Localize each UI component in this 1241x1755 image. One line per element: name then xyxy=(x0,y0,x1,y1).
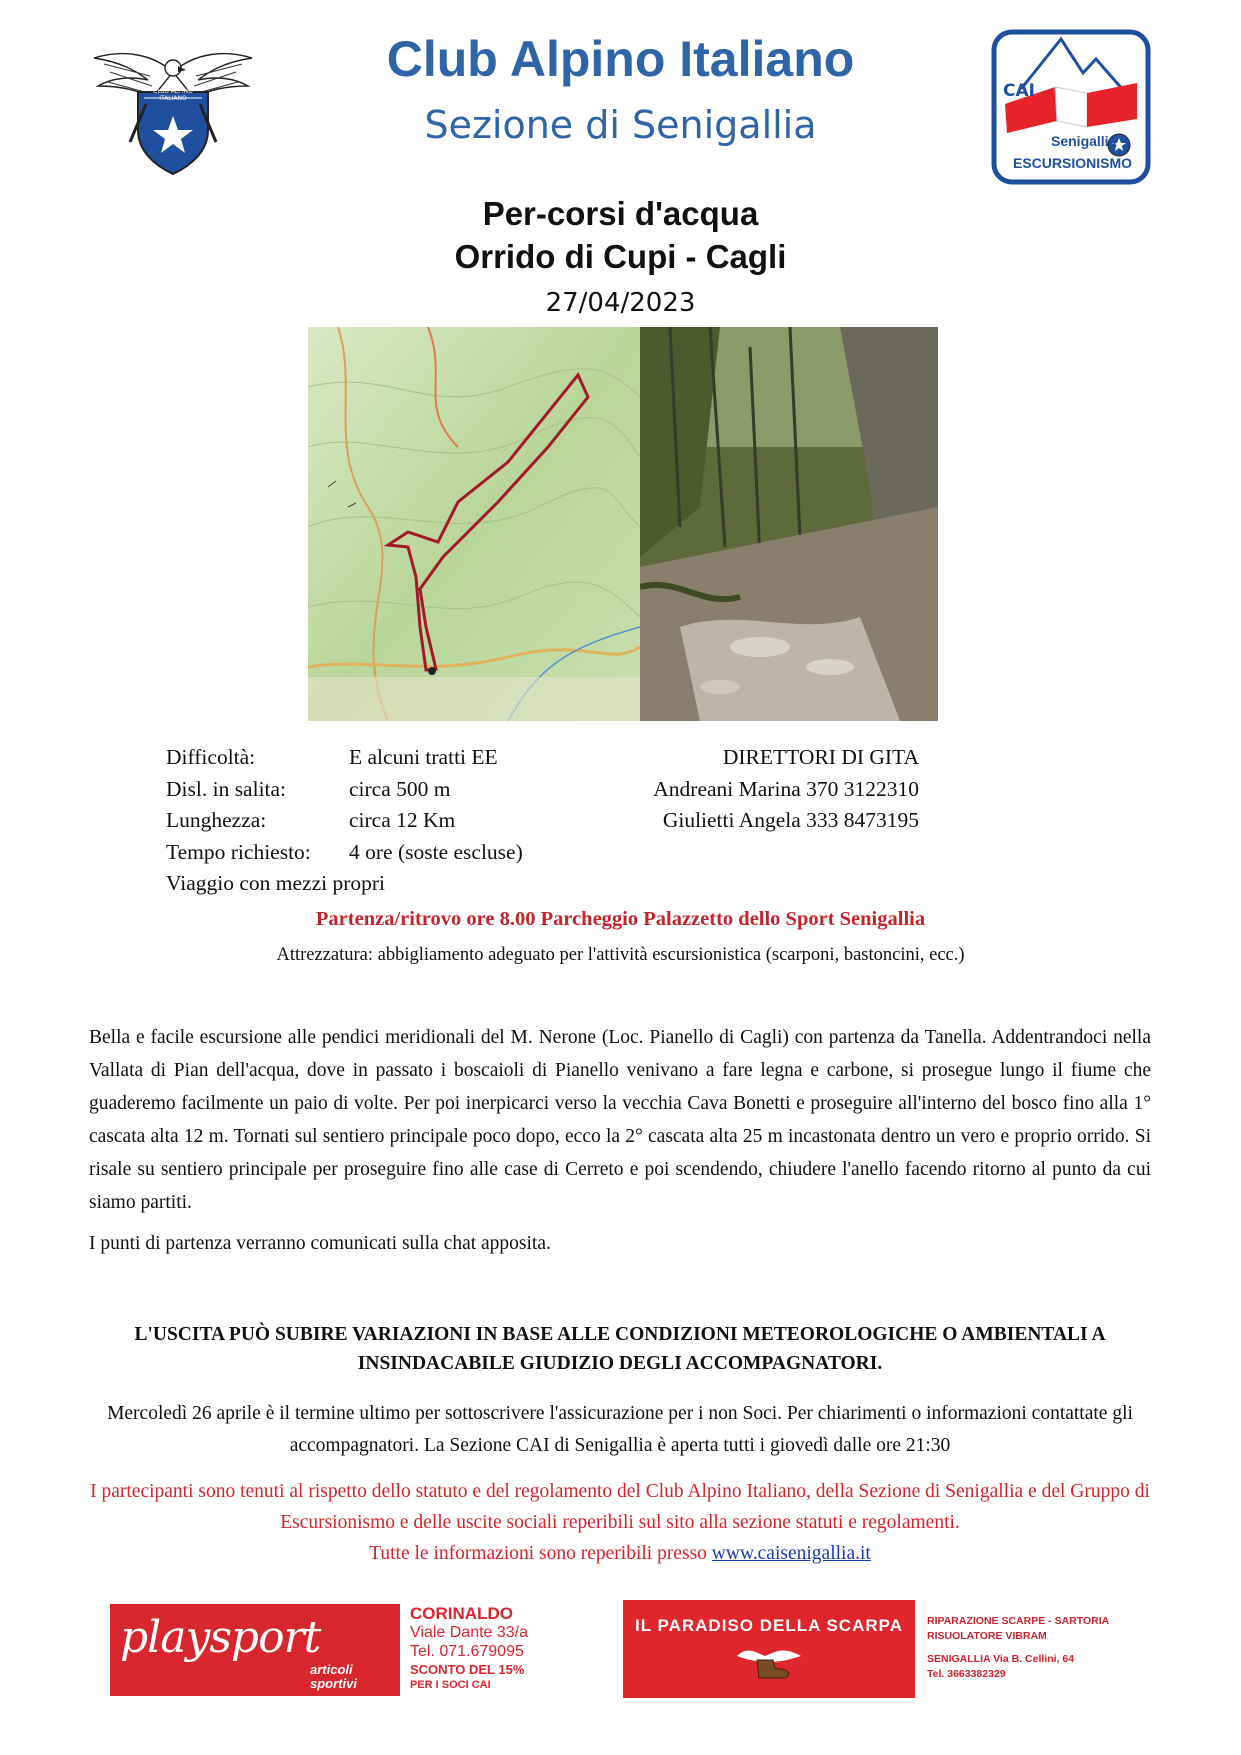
route-map-image xyxy=(308,327,640,721)
event-title-line1: Per-corsi d'acqua xyxy=(482,195,759,232)
paradiso-line2: RISUOLATORE VIBRAM xyxy=(927,1630,1047,1642)
playsport-tagline1: articoli xyxy=(310,1662,353,1677)
escursionismo-logo xyxy=(991,29,1151,185)
paradiso-details xyxy=(927,1614,1143,1682)
event-title-line2: Orrido di Cupi - Cagli xyxy=(454,238,787,275)
website-link[interactable]: www.caisenigallia.it xyxy=(711,1543,871,1564)
playsport-details xyxy=(410,1604,580,1692)
page-title: Club Alpino Italiano xyxy=(386,31,855,87)
paradiso-line3: SENIGALLIA Via B. Cellini, 64 xyxy=(927,1653,1075,1665)
paradiso-banner xyxy=(623,1600,915,1698)
logo-place-text: Senigallia xyxy=(1051,133,1117,149)
paradiso-sponsor xyxy=(623,1600,1143,1698)
playsport-town: CORINALDO xyxy=(410,1604,513,1623)
meeting-point: Partenza/ritrovo ore 8.00 Parcheggio Palazzetto dello Sport Senigallia xyxy=(315,908,926,930)
cai-logo-text: CLUB ALPINO ITALIANO xyxy=(153,88,193,102)
director-2: Giulietti Angela 333 8473195 xyxy=(662,808,919,832)
label-difficulty: Difficoltà: xyxy=(166,745,256,769)
info-prefix: Tutte le informazioni sono reperibili presso xyxy=(369,1543,712,1564)
playsport-sponsor xyxy=(110,1604,580,1696)
description-paragraph: I punti di partenza verranno comunicati sulla chat apposita. xyxy=(89,1233,551,1254)
playsport-tagline2: sportivi xyxy=(310,1676,357,1691)
playsport-discount2: PER I SOCI CAI xyxy=(410,1679,491,1691)
playsport-brand: playsport xyxy=(120,1612,321,1663)
label-length: Lunghezza: xyxy=(166,808,267,832)
insurance-note: Mercoledì 26 aprile è il termine ultimo per sottoscrivere l'assicurazione per i non Soci. Per chiarimenti o informazioni contattate gli accompagnatori. La Sezione CAI di Senigallia è aperta tutti i giovedì dalle ore 21:30 xyxy=(107,1403,1133,1456)
logo-cai-text: CAI xyxy=(1003,81,1035,101)
rules-notice xyxy=(89,1476,1151,1569)
logo-group-text: ESCURSIONISMO xyxy=(1013,155,1133,171)
value-time: 4 ore (soste escluse) xyxy=(349,839,523,864)
label-travel: Viaggio con mezzi propri xyxy=(166,871,386,895)
value-length: circa 12 Km xyxy=(349,808,456,832)
description xyxy=(89,1021,1151,1268)
paradiso-line4: Tel. 3663382329 xyxy=(927,1668,1006,1680)
label-elevation: Disl. in salita: xyxy=(166,776,287,801)
label-time: Tempo richiesto: xyxy=(166,839,311,864)
page-subtitle: Sezione di Senigallia xyxy=(424,103,817,147)
value-difficulty: E alcuni tratti EE xyxy=(349,745,498,769)
playsport-phone: Tel. 071.679095 xyxy=(410,1643,524,1660)
equipment-note: Attrezzatura: abbigliamento adeguato per l'attività escursionistica (scarponi, bastoncini, ecc.) xyxy=(276,945,965,965)
directors-block xyxy=(653,742,919,837)
shoe-icon xyxy=(735,1638,803,1684)
description-paragraph: Bella e facile escursione alle pendici meridionali del M. Nerone (Loc. Pianello di Cagli) con partenza da Tanella. Addentrandoci nella Vallata di Pian dell'acqua, dove in passato i boscaioli di Pianello venivano a fare legna e carbone, si prosegue lungo il fiume che guaderemo facilmente un paio di volte. Per poi inerpicarci verso la vecchia Cava Bonetti e proseguire all'interno del bosco fino alla 1° cascata alta 12 m. Tornati sul sentiero principale poco dopo, ecco la 2° cascata alta 25 m incastonata dentro un vero e proprio orrido. Si risale su sentiero principale per proseguire fino alle case di Cerreto e poi scendendo, chiudere l'anello facendo ritorno al punto da cui siamo partiti. xyxy=(89,1027,1151,1213)
gorge-photo xyxy=(640,327,938,721)
paradiso-brand: IL PARADISO DELLA SCARPA xyxy=(635,1616,903,1635)
value-elevation: circa 500 m xyxy=(349,776,451,801)
playsport-banner xyxy=(110,1604,400,1696)
directors-heading: DIRETTORI DI GITA xyxy=(722,745,919,769)
paradiso-line1: RIPARAZIONE SCARPE - SARTORIA xyxy=(927,1615,1110,1627)
event-date: 27/04/2023 xyxy=(545,288,696,318)
weather-warning: L'USCITA PUÒ SUBIRE VARIAZIONI IN BASE ALLE CONDIZIONI METEOROLOGICHE O AMBIENTALI A INSINDACABILE GIUDIZIO DEGLI ACCOMPAGNATORI. xyxy=(134,1324,1106,1374)
rules-text: I partecipanti sono tenuti al rispetto dello statuto e del regolamento del Club Alpino Italiano, della Sezione di Senigallia e del Gruppo di Escursionismo e delle uscite sociali reperibili sul sito alla sezione statuti e regolamenti. xyxy=(90,1481,1150,1533)
playsport-address: Viale Dante 33/a xyxy=(410,1624,529,1641)
details-values xyxy=(349,742,523,868)
director-1: Andreani Marina 370 3122310 xyxy=(653,776,919,801)
playsport-discount1: SCONTO DEL 15% xyxy=(410,1662,525,1677)
